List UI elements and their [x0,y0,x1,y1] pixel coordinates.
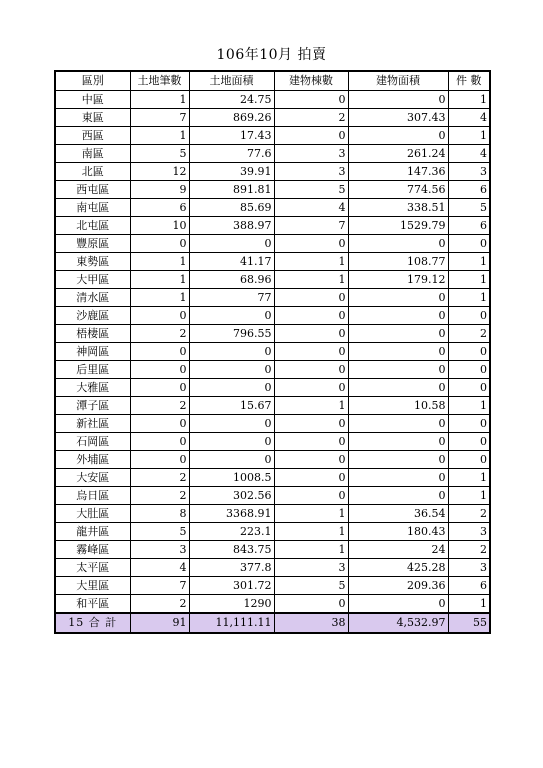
building-count-cell: 4 [274,199,348,217]
building-area-cell: 0 [348,325,448,343]
table-row [55,181,490,199]
land-count-cell: 7 [130,577,189,595]
cases-cell: 6 [448,181,490,199]
district-cell: 霧峰區 [55,541,130,559]
cases-cell: 0 [448,451,490,469]
building-count-cell: 0 [274,127,348,145]
land-area-cell: 1290 [189,595,274,614]
building-count-cell: 0 [274,415,348,433]
district-cell: 神岡區 [55,343,130,361]
building-count-cell: 0 [274,469,348,487]
total-building-count: 38 [274,613,348,633]
building-count-cell: 1 [274,505,348,523]
land-area-cell: 24.75 [189,91,274,109]
header-district: 區別 [55,71,130,91]
table-row [55,541,490,559]
building-area-cell: 24 [348,541,448,559]
land-area-cell: 377.8 [189,559,274,577]
header-land-count: 土地筆數 [130,71,189,91]
district-cell: 大雅區 [55,379,130,397]
land-area-cell: 223.1 [189,523,274,541]
land-area-cell: 0 [189,451,274,469]
land-area-cell: 0 [189,415,274,433]
land-count-cell: 2 [130,469,189,487]
cases-cell: 3 [448,163,490,181]
table-row [55,595,490,614]
building-area-cell: 261.24 [348,145,448,163]
building-count-cell: 2 [274,109,348,127]
cases-cell: 2 [448,541,490,559]
land-area-cell: 0 [189,379,274,397]
land-area-cell: 302.56 [189,487,274,505]
building-area-cell: 0 [348,127,448,145]
table-row [55,415,490,433]
district-cell: 西屯區 [55,181,130,199]
land-area-cell: 869.26 [189,109,274,127]
cases-cell: 0 [448,379,490,397]
building-area-cell: 108.77 [348,253,448,271]
building-area-cell: 0 [348,91,448,109]
cases-cell: 1 [448,253,490,271]
building-count-cell: 5 [274,181,348,199]
building-count-cell: 0 [274,451,348,469]
building-area-cell: 0 [348,469,448,487]
district-cell: 西區 [55,127,130,145]
district-cell: 北區 [55,163,130,181]
land-area-cell: 891.81 [189,181,274,199]
cases-cell: 0 [448,361,490,379]
table-row [55,559,490,577]
cases-cell: 1 [448,91,490,109]
building-area-cell: 209.36 [348,577,448,595]
land-area-cell: 388.97 [189,217,274,235]
building-area-cell: 1529.79 [348,217,448,235]
land-area-cell: 0 [189,433,274,451]
land-count-cell: 9 [130,181,189,199]
table-row [55,433,490,451]
table-row [55,91,490,109]
land-count-cell: 5 [130,145,189,163]
building-area-cell: 0 [348,361,448,379]
land-count-cell: 5 [130,523,189,541]
building-count-cell: 5 [274,577,348,595]
building-count-cell: 1 [274,397,348,415]
district-cell: 東區 [55,109,130,127]
district-cell: 南區 [55,145,130,163]
land-count-cell: 0 [130,379,189,397]
district-cell: 大安區 [55,469,130,487]
building-area-cell: 0 [348,415,448,433]
land-area-cell: 17.43 [189,127,274,145]
district-cell: 中區 [55,91,130,109]
cases-cell: 1 [448,271,490,289]
building-area-cell: 338.51 [348,199,448,217]
land-count-cell: 3 [130,541,189,559]
building-area-cell: 307.43 [348,109,448,127]
district-cell: 太平區 [55,559,130,577]
building-count-cell: 0 [274,487,348,505]
land-count-cell: 0 [130,415,189,433]
district-cell: 東勢區 [55,253,130,271]
building-count-cell: 1 [274,253,348,271]
building-area-cell: 0 [348,307,448,325]
land-count-cell: 0 [130,451,189,469]
land-count-cell: 10 [130,217,189,235]
district-cell: 沙鹿區 [55,307,130,325]
cases-cell: 0 [448,433,490,451]
land-area-cell: 39.91 [189,163,274,181]
land-count-cell: 2 [130,487,189,505]
land-area-cell: 0 [189,235,274,253]
table-row [55,145,490,163]
building-area-cell: 0 [348,235,448,253]
total-row [55,613,490,633]
land-count-cell: 1 [130,91,189,109]
land-area-cell: 301.72 [189,577,274,595]
land-count-cell: 0 [130,361,189,379]
land-area-cell: 15.67 [189,397,274,415]
district-cell: 南屯區 [55,199,130,217]
total-cases: 55 [448,613,490,633]
land-area-cell: 77 [189,289,274,307]
header-building-count: 建物棟數 [274,71,348,91]
total-land-area: 11,111.11 [189,613,274,633]
table-row [55,163,490,181]
table-row [55,235,490,253]
land-area-cell: 0 [189,307,274,325]
table-row [55,487,490,505]
district-cell: 烏日區 [55,487,130,505]
land-count-cell: 2 [130,595,189,614]
cases-cell: 1 [448,595,490,614]
table-row [55,199,490,217]
building-area-cell: 425.28 [348,559,448,577]
land-area-cell: 68.96 [189,271,274,289]
building-count-cell: 0 [274,595,348,614]
land-area-cell: 85.69 [189,199,274,217]
cases-cell: 1 [448,487,490,505]
building-area-cell: 0 [348,343,448,361]
page-title: 106年10月 拍賣 [216,47,327,63]
cases-cell: 6 [448,577,490,595]
district-cell: 新社區 [55,415,130,433]
building-area-cell: 147.36 [348,163,448,181]
header-cases: 件 數 [448,71,490,91]
district-cell: 外埔區 [55,451,130,469]
table-row [55,361,490,379]
land-count-cell: 0 [130,307,189,325]
table-row [55,325,490,343]
building-area-cell: 774.56 [348,181,448,199]
building-count-cell: 1 [274,523,348,541]
table-row [55,523,490,541]
cases-cell: 0 [448,343,490,361]
total-label: 15 合 計 [55,613,130,633]
land-area-cell: 0 [189,343,274,361]
land-count-cell: 1 [130,271,189,289]
land-area-cell: 41.17 [189,253,274,271]
table-row [55,109,490,127]
header-row [55,71,490,91]
building-count-cell: 0 [274,235,348,253]
building-area-cell: 0 [348,379,448,397]
table-row [55,451,490,469]
land-count-cell: 0 [130,343,189,361]
building-area-cell: 180.43 [348,523,448,541]
table-row [55,469,490,487]
district-cell: 石岡區 [55,433,130,451]
land-count-cell: 2 [130,397,189,415]
district-cell: 后里區 [55,361,130,379]
district-cell: 豐原區 [55,235,130,253]
land-count-cell: 6 [130,199,189,217]
cases-cell: 3 [448,523,490,541]
land-area-cell: 1008.5 [189,469,274,487]
cases-cell: 4 [448,145,490,163]
cases-cell: 1 [448,127,490,145]
building-count-cell: 0 [274,379,348,397]
building-count-cell: 7 [274,217,348,235]
cases-cell: 0 [448,415,490,433]
table-row [55,271,490,289]
table-row [55,307,490,325]
district-cell: 龍井區 [55,523,130,541]
table-row [55,379,490,397]
cases-cell: 6 [448,217,490,235]
land-count-cell: 1 [130,253,189,271]
land-area-cell: 843.75 [189,541,274,559]
building-count-cell: 0 [274,91,348,109]
district-cell: 北屯區 [55,217,130,235]
table-row [55,127,490,145]
district-cell: 潭子區 [55,397,130,415]
table-row [55,289,490,307]
land-count-cell: 2 [130,325,189,343]
land-count-cell: 1 [130,289,189,307]
land-area-cell: 77.6 [189,145,274,163]
district-cell: 大里區 [55,577,130,595]
building-count-cell: 0 [274,343,348,361]
building-count-cell: 0 [274,433,348,451]
building-area-cell: 10.58 [348,397,448,415]
building-count-cell: 3 [274,145,348,163]
header-building-area: 建物面積 [348,71,448,91]
header-land-area: 土地面積 [189,71,274,91]
building-count-cell: 0 [274,325,348,343]
land-count-cell: 8 [130,505,189,523]
building-area-cell: 0 [348,595,448,614]
cases-cell: 2 [448,325,490,343]
land-count-cell: 4 [130,559,189,577]
auction-table [54,70,491,634]
district-cell: 和平區 [55,595,130,614]
land-area-cell: 0 [189,361,274,379]
total-building-area: 4,532.97 [348,613,448,633]
building-area-cell: 36.54 [348,505,448,523]
total-land-count: 91 [130,613,189,633]
cases-cell: 3 [448,559,490,577]
building-count-cell: 0 [274,289,348,307]
land-count-cell: 0 [130,433,189,451]
table-row [55,577,490,595]
cases-cell: 2 [448,505,490,523]
land-count-cell: 7 [130,109,189,127]
land-area-cell: 3368.91 [189,505,274,523]
district-cell: 梧棲區 [55,325,130,343]
land-count-cell: 12 [130,163,189,181]
building-count-cell: 3 [274,559,348,577]
cases-cell: 0 [448,235,490,253]
cases-cell: 1 [448,469,490,487]
cases-cell: 4 [448,109,490,127]
cases-cell: 1 [448,397,490,415]
building-count-cell: 0 [274,307,348,325]
land-area-cell: 796.55 [189,325,274,343]
table-row [55,505,490,523]
table-row [55,217,490,235]
building-count-cell: 3 [274,163,348,181]
table-row [55,253,490,271]
district-cell: 大甲區 [55,271,130,289]
building-count-cell: 1 [274,541,348,559]
cases-cell: 1 [448,289,490,307]
building-area-cell: 0 [348,289,448,307]
table-row [55,343,490,361]
district-cell: 清水區 [55,289,130,307]
building-count-cell: 1 [274,271,348,289]
land-count-cell: 0 [130,235,189,253]
cases-cell: 0 [448,307,490,325]
building-count-cell: 0 [274,361,348,379]
building-area-cell: 0 [348,487,448,505]
land-count-cell: 1 [130,127,189,145]
district-cell: 大肚區 [55,505,130,523]
cases-cell: 5 [448,199,490,217]
building-area-cell: 0 [348,451,448,469]
building-area-cell: 179.12 [348,271,448,289]
table-row [55,397,490,415]
building-area-cell: 0 [348,433,448,451]
